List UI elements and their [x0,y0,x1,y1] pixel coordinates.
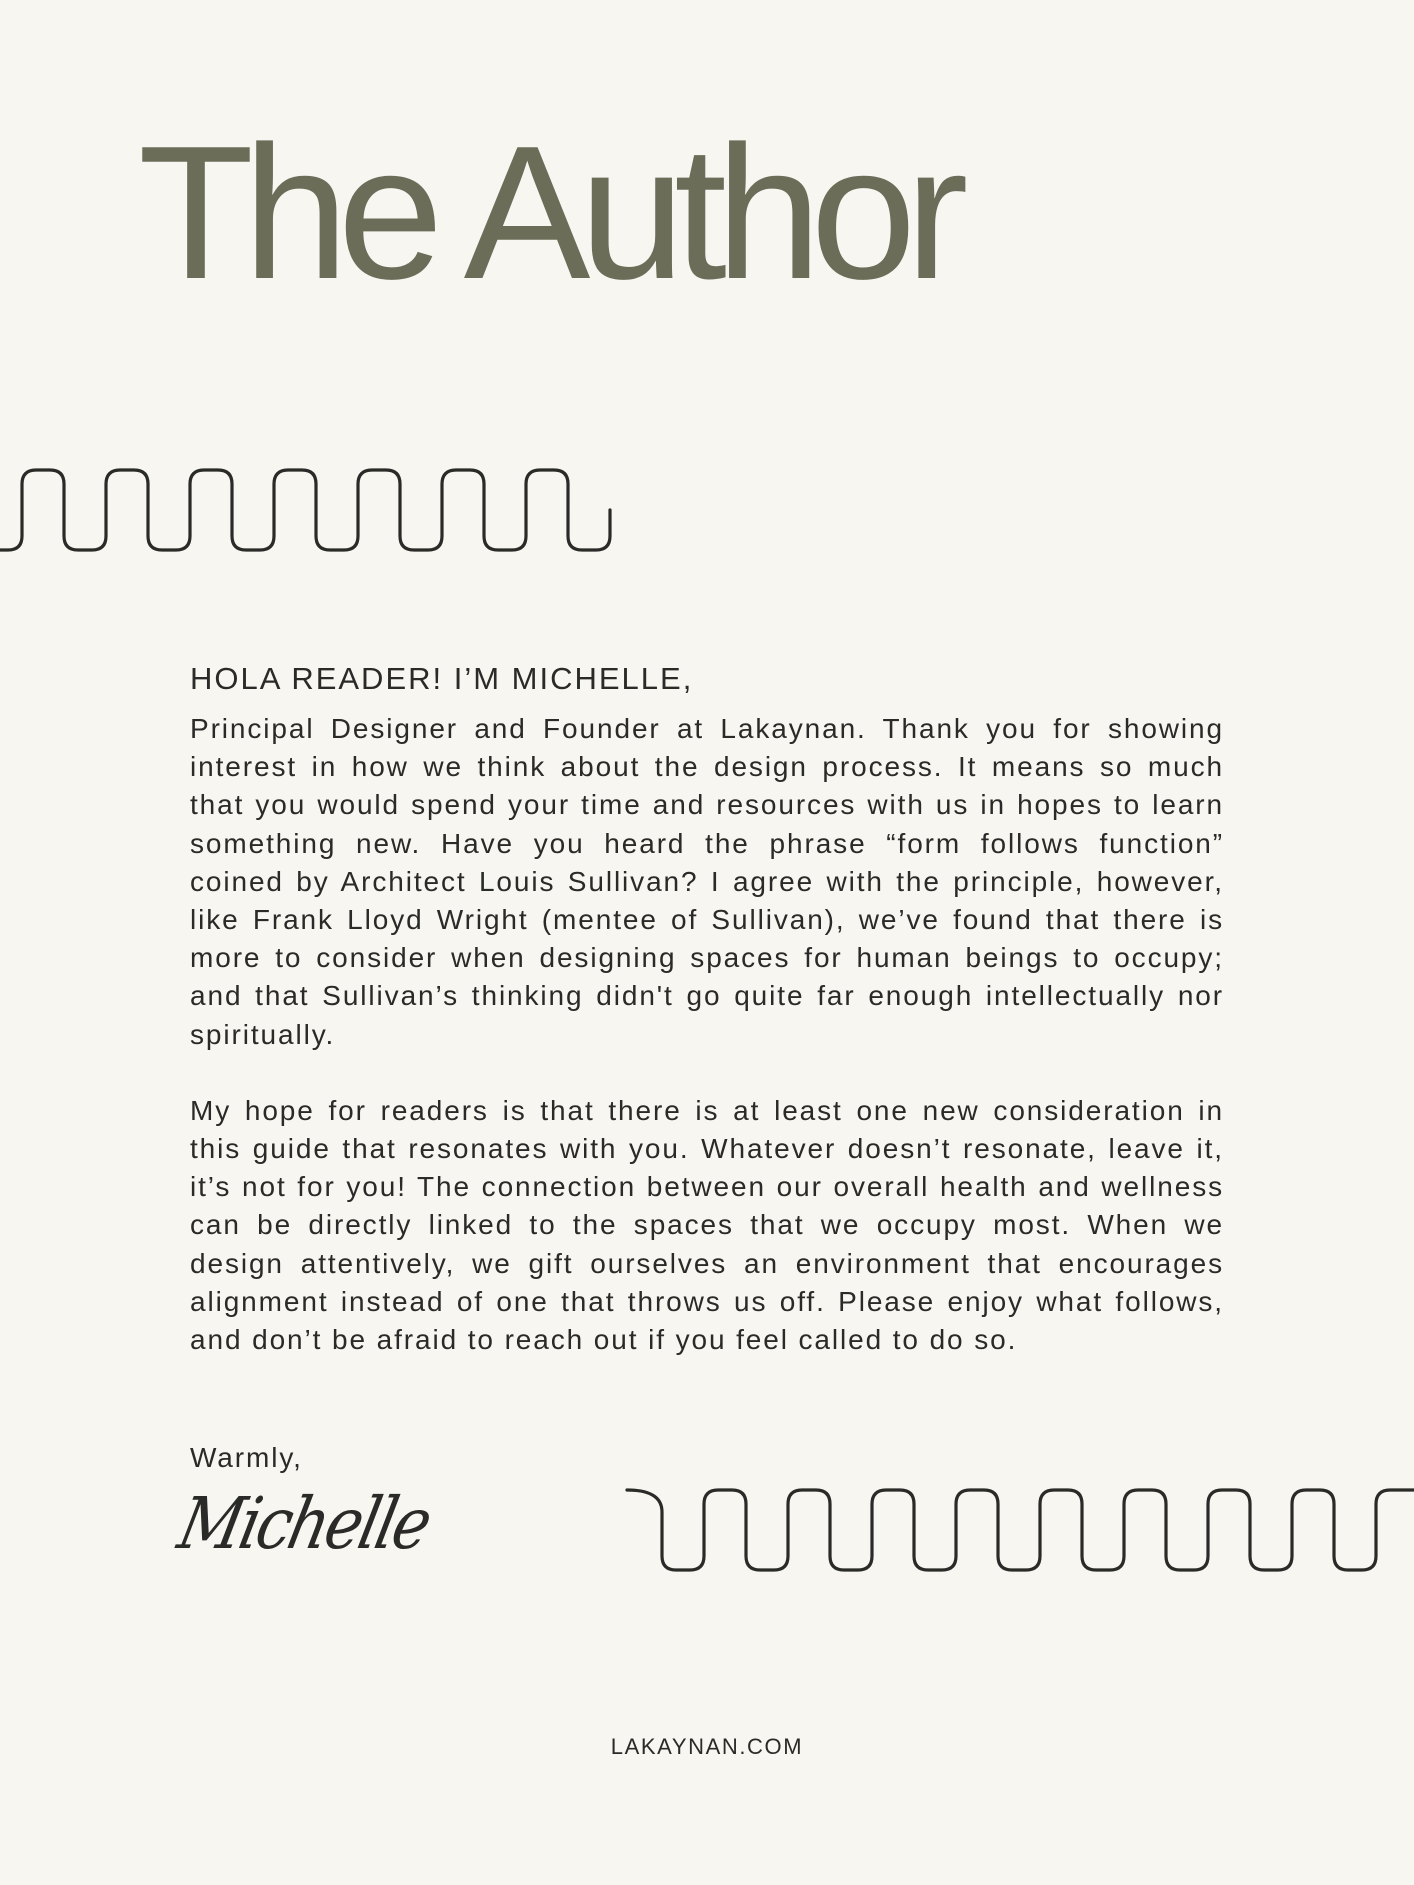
page-title: The Author [138,107,958,319]
wave-divider-top [0,462,620,558]
footer-website[interactable]: LAKAYNAN.COM [610,1734,804,1759]
signature: Michelle [171,1481,437,1566]
paragraph-intro: Principal Designer and Founder at Lakaynan. Thank you for showing interest in how we think about the design process. It means so much that you would spend your time and resources with us in hopes to learn something new. Have you heard the phrase “form follows function” coined by Architect Louis Sullivan? I agree with the principle, however, like Frank Lloyd Wright (mentee of Sullivan), we’ve found that there is more to consider when designing spaces for human beings to occupy; and that Sullivan’s thinking didn't go quite far enough intellectually nor spiritually. [190,713,1224,1050]
greeting: HOLA READER! I’M MICHELLE, [190,661,694,696]
paragraph-hope: My hope for readers is that there is at least one new consideration in this guide that resonates with you. Whatever doesn’t resonate, leave it, it’s not for you! The connection between our overall health and wellness can be directly linked to the spaces that we occupy most. When we design attentively, we gift ourselves an environment that encourages alignment instead of one that throws us off. Please enjoy what follows, and don’t be afraid to reach out if you feel called to do so. [190,1094,1224,1356]
letter-body [190,656,1224,1397]
wave-divider-bottom [620,1482,1414,1578]
signoff: Warmly, [190,1442,303,1473]
